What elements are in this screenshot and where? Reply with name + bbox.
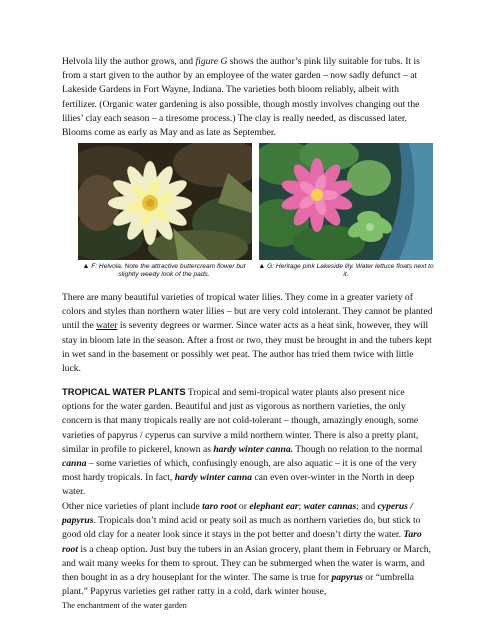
caption-text: F: Helvola. Note the attractive buttercream flower but slightly weedy look of the pads. <box>89 263 246 279</box>
emphasis: canna <box>62 458 87 470</box>
text-run: Other nice varieties of plant include <box>62 501 203 512</box>
emphasis: elephant ear <box>249 501 299 512</box>
section-heading: TROPICAL WATER PLANTS <box>62 386 186 397</box>
text-run: ; <box>298 501 304 512</box>
emphasis: water cannas <box>303 501 357 512</box>
photo-helvola-lily <box>78 143 252 260</box>
text-run: is a cheap option. Just buy the tubers in an Asian grocery, plant them in February or March, and wait many weeks for them to sprout. They can be submerged when the water is warm, and then bought in as a dry houseplant for the winter. The same is true for <box>62 543 431 584</box>
caption-figure-f <box>74 263 254 280</box>
text-run: Helvola lily the author grows, and <box>62 56 196 67</box>
text-run: or “umbrella plant.” Papyrus varieties get rather ratty in a cold, dark winter house, <box>62 572 415 598</box>
emphasis: cyperus / papyrus <box>62 501 413 527</box>
emphasis: hardy winter canna <box>174 472 253 484</box>
text-run: or <box>236 501 250 512</box>
emphasis: papyrus <box>331 572 363 584</box>
text-run: There are many beautiful varieties of tropical water lilies. They come in a greater variety of colors and styles than northern water lilies – but are very cold intolerant. They cannot be planted until the <box>62 292 433 332</box>
text-run: can even over-winter in the North in deep water. <box>62 472 415 498</box>
caption-figure-g <box>256 263 436 280</box>
photo-pink-lily-image <box>259 143 433 260</box>
text-run: ; and <box>356 501 378 512</box>
caption-text: G: Heritage pink Lakeside lily. Water lettuce floats next to it. <box>265 263 434 279</box>
emphasis: Taro root <box>62 529 422 555</box>
triangle-marker-icon: ▲ <box>258 263 266 270</box>
text-run: shows the author’s pink lily suitable for tubs. It is from a start given to the author by an employee of the water garden – now sadly defunct – at Lakeside Gardens in Fort Wayne, Indiana. The varieties both bloom reliably, albeit with fertilizer. (Organic water gardening is also possible, though mostly involves changing out the lilies’ clay each season – a tiresome process.) The clay is really needed, as discussed later. Blooms come as early as May and as late as September. <box>62 56 420 139</box>
triangle-marker-icon: ▲ <box>82 263 90 270</box>
text-run: Tropical and semi-tropical water plants also present nice options for the water garden. Beautiful and just as vigorous as northern varieties, the only concern is that many tropicals really are not cold-tolerant – though, amazingly enough, some varieties of papyrus / cyperus can survive a mild northern winter. There is also a pretty plant, similar in profile to pickerel, known as <box>62 387 419 455</box>
paragraph-helvola <box>62 55 434 140</box>
text-run: is seventy degrees or warmer. Since water acts as a heat sink, however, they will stay in bloom late in the season. After a frost or two, they must be brought in and the tubers kept in wet sand in the basement or possibly wet peat. The author has tried them twice with little luck. <box>62 320 432 375</box>
paragraph-tropical-plants <box>62 385 434 500</box>
emphasis: taro root <box>202 501 237 512</box>
figure-reference: figure G <box>195 56 228 67</box>
paragraph-tropical-lilies <box>62 291 434 376</box>
text-run: . Tropicals don’t mind acid or peaty soil as much as northern varieties do, but stick to good old clay for a neater look since it stays in the pot better and doesn’t dirty the water. <box>62 515 421 541</box>
emphasis: hardy winter canna. <box>213 443 294 455</box>
paragraph-other-varieties <box>62 500 434 599</box>
text-run: – some varieties of which, confusingly enough, are also aquatic – it is one of the very most hardy tropicals. In fact, <box>62 458 417 484</box>
photo-helvola-image <box>78 143 252 260</box>
underlined-word: water <box>96 320 118 332</box>
photo-pink-lakeside-lily <box>259 143 433 260</box>
page-footer: The enchantment of the water garden <box>62 601 187 610</box>
text-run: Though no relation to the normal <box>293 443 423 455</box>
